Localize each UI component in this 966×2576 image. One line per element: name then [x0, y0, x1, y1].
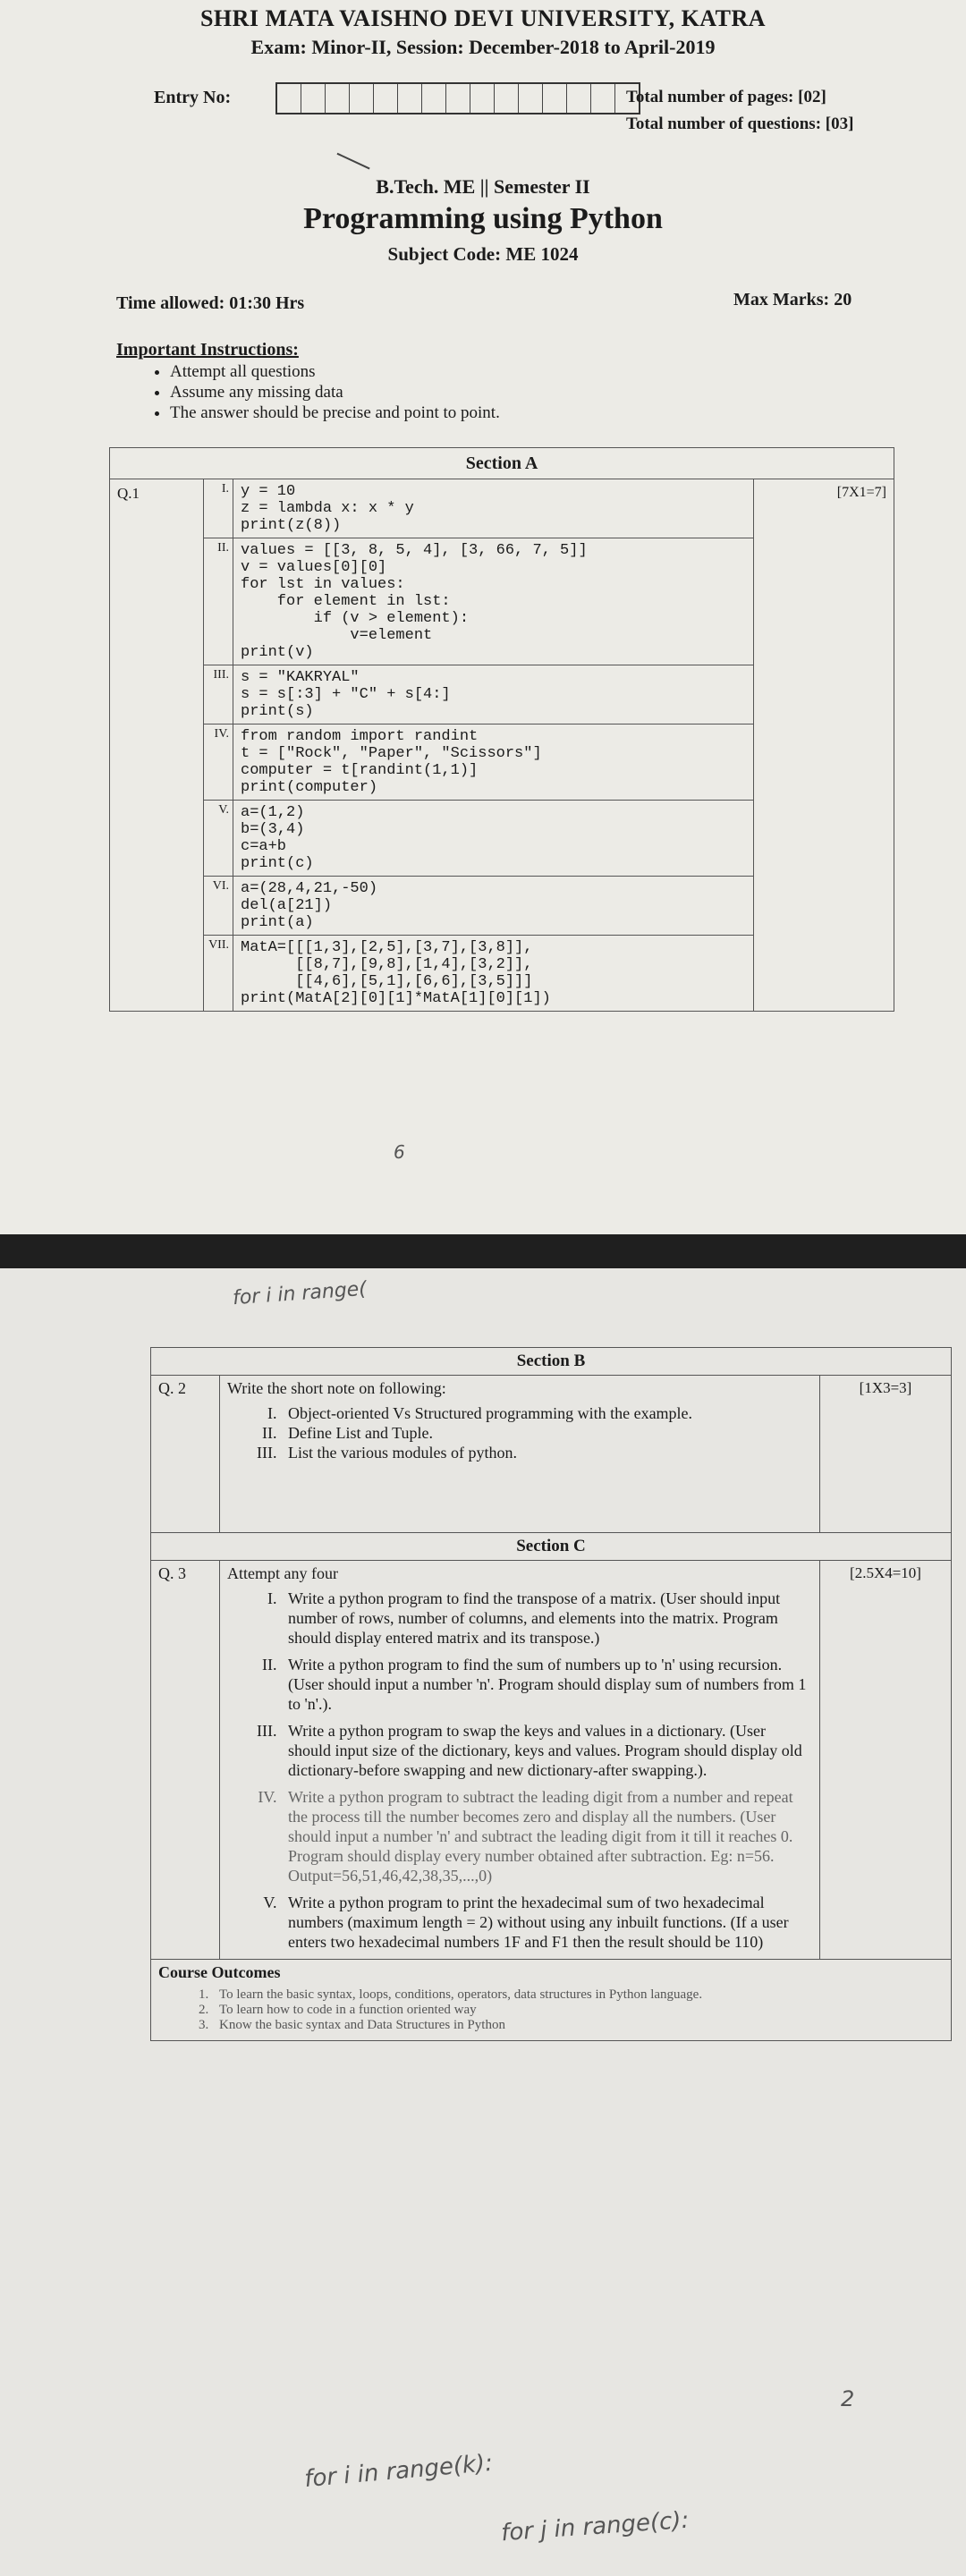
- marks-allocation: [7X1=7]: [754, 479, 894, 1012]
- exam-page-2: [0, 1268, 966, 2576]
- sub-question-number: III.: [204, 665, 233, 724]
- code-snippet: [233, 479, 754, 538]
- subject-title: Programming using Python: [303, 202, 663, 235]
- handwritten-note: 6: [394, 1141, 405, 1163]
- outcome-item: 2. To learn how to code in a function oriented way: [212, 2003, 944, 2018]
- instruction-item: • Assume any missing data: [170, 382, 500, 402]
- question-item: II. Define List and Tuple.: [281, 1423, 812, 1443]
- sub-question-number: VII.: [204, 936, 233, 1012]
- handwritten-note: for i in range(k):: [303, 2449, 495, 2494]
- sub-question-number: VI.: [204, 877, 233, 936]
- code-text: y = 10 z = lambda x: x * y print(z(8)): [241, 483, 414, 534]
- code-snippet: [233, 724, 754, 801]
- code-snippet: [233, 665, 754, 724]
- question-items: [227, 1403, 812, 1462]
- course-outcomes-list: [158, 1987, 944, 2033]
- page-separator: [0, 1234, 966, 1268]
- handwritten-note: for i in range(: [232, 1277, 368, 1310]
- code-snippet: [233, 936, 754, 1012]
- question-prompt: Write the short note on following:: [227, 1379, 446, 1397]
- instruction-item: • Attempt all questions: [170, 361, 500, 382]
- code-text: a=(28,4,21,-50) del(a[21]) print(a): [241, 880, 378, 931]
- question-items: [227, 1589, 812, 1952]
- question-item: V. Write a python program to print the hexadecimal sum of two hexadecimal numbers (maximum length = 2) without using any inbuilt functions. (If a user enters two hexadecimal numbers 1F and F1 then the result should be 110): [281, 1893, 812, 1952]
- exam-page-1: [0, 0, 966, 1234]
- instructions-list: [134, 361, 500, 423]
- handwritten-digit: 2: [841, 2386, 855, 2411]
- code-text: MatA=[[[1,3],[2,5],[3,7],[3,8]], [[8,7],[9,8],[1,4],[3,2]], [[4,6],[5,1],[6,6],[3,5]]] print(MatA[2][0][1]*MatA[1][0][1]): [241, 939, 551, 1007]
- code-snippet: [233, 801, 754, 877]
- section-b-title: Section B: [151, 1348, 952, 1376]
- instructions-title: Important Instructions:: [116, 340, 299, 360]
- sections-bc-table: [150, 1347, 952, 2041]
- time-allowed: Time allowed: 01:30 Hrs: [116, 293, 305, 313]
- outcome-item: 1. To learn the basic syntax, loops, conditions, operators, data structures in Python language.: [212, 1987, 944, 2003]
- code-text: a=(1,2) b=(3,4) c=a+b print(c): [241, 804, 314, 872]
- handwritten-note: for j in range(c):: [500, 2506, 691, 2547]
- question-item: I. Write a python program to find the transpose of a matrix. (User should input number of rows, number of columns, and elements into the matrix. Program should display entered matrix and its transpose.): [281, 1589, 812, 1648]
- sub-question-number: II.: [204, 538, 233, 665]
- course-outcomes-cell: [151, 1960, 952, 2041]
- question-item: III. Write a python program to swap the keys and values in a dictionary. (User should input size of the dictionary, keys and values. Program should display old dictionary-before swapping and new dictionary-after swapping.).: [281, 1721, 812, 1780]
- total-questions: Total number of questions: [03]: [626, 114, 854, 133]
- code-text: s = "KAKRYAL" s = s[:3] + "C" + s[4:] print(s): [241, 669, 451, 720]
- question-prompt: Attempt any four: [227, 1564, 338, 1582]
- university-name: SHRI MATA VAISHNO DEVI UNIVERSITY, KATRA: [199, 5, 767, 31]
- instruction-item: • The answer should be precise and point to point.: [170, 402, 500, 423]
- question-item: II. Write a python program to find the sum of numbers up to 'n' using recursion. (User should input a number 'n'. Program should display sum of numbers from 1 to 'n'.).: [281, 1655, 812, 1714]
- entry-no-label: Entry No:: [154, 88, 232, 107]
- max-marks: Max Marks: 20: [733, 290, 852, 309]
- marks-allocation: [1X3=3]: [820, 1376, 952, 1533]
- sub-question-number: I.: [204, 479, 233, 538]
- total-pages: Total number of pages: [02]: [626, 88, 826, 106]
- subject-code: Subject Code: ME 1024: [387, 243, 579, 265]
- marks-allocation: [2.5X4=10]: [820, 1561, 952, 1960]
- question-body: [220, 1376, 820, 1533]
- code-text: values = [[3, 8, 5, 4], [3, 66, 7, 5]] v = values[0][0] for lst in values: for element in lst: if (v > element): v=element print(v): [241, 542, 588, 661]
- code-snippet: [233, 538, 754, 665]
- course-outcomes-title: Course Outcomes: [158, 1963, 281, 1981]
- question-number: Q. 2: [151, 1376, 220, 1533]
- entry-no-boxes: [275, 82, 640, 114]
- section-a-table: [109, 447, 894, 1012]
- question-number: Q. 3: [151, 1561, 220, 1960]
- program-semester: B.Tech. ME || Semester II: [376, 175, 590, 198]
- question-item: I. Object-oriented Vs Structured programming with the example.: [281, 1403, 812, 1423]
- sub-question-number: IV.: [204, 724, 233, 801]
- question-number: Q.1: [110, 479, 204, 1012]
- question-item: III. List the various modules of python.: [281, 1443, 812, 1462]
- code-snippet: [233, 877, 754, 936]
- outcome-item: 3. Know the basic syntax and Data Structures in Python: [212, 2018, 944, 2033]
- section-c-title: Section C: [151, 1533, 952, 1561]
- code-text: from random import randint t = ["Rock", "Paper", "Scissors"] computer = t[randint(1,1)] print(computer): [241, 728, 542, 796]
- question-item: IV. Write a python program to subtract the leading digit from a number and repeat the process till the number becomes zero and display all the numbers. (User should input a number 'n' and subtract the leading digit from it till it reaches 0. Program should display every number obtained after subtraction. Eg: n=56. Output=56,51,46,42,38,35,...,0): [281, 1787, 812, 1885]
- exam-session: Exam: Minor-II, Session: December-2018 to April-2019: [250, 36, 716, 58]
- sub-question-number: V.: [204, 801, 233, 877]
- question-body: [220, 1561, 820, 1960]
- section-a-title: Section A: [110, 448, 894, 479]
